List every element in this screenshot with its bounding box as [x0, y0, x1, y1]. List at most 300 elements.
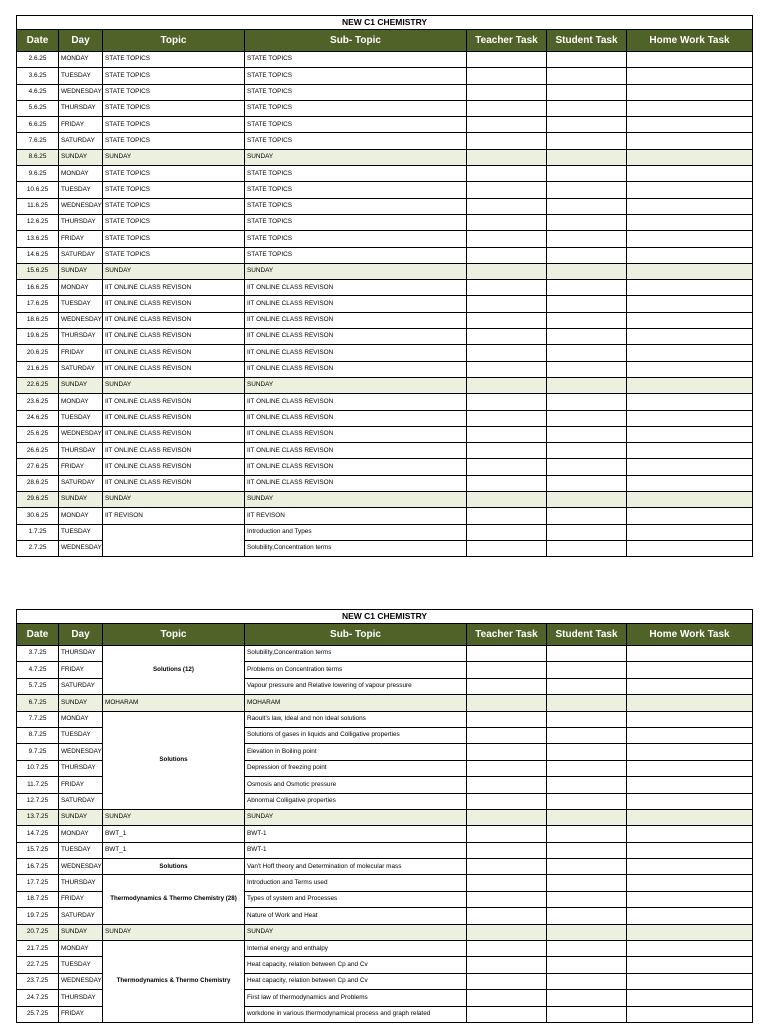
student-task-cell[interactable] — [547, 312, 627, 328]
header-sub-topic: Sub- Topic — [245, 30, 467, 52]
student-task-cell[interactable] — [547, 443, 627, 459]
student-task-cell[interactable] — [547, 891, 627, 907]
student-task-cell[interactable] — [547, 859, 627, 875]
teacher-task-cell[interactable] — [467, 492, 547, 508]
date-cell: 4.7.25 — [17, 662, 59, 678]
teacher-task-cell[interactable] — [467, 540, 547, 556]
table-row — [17, 231, 753, 247]
topic-cell: IIT ONLINE CLASS REVISON — [103, 443, 245, 459]
student-task-cell[interactable] — [547, 826, 627, 842]
student-task-cell[interactable] — [547, 540, 627, 556]
student-task-cell[interactable] — [547, 744, 627, 760]
student-task-cell[interactable] — [547, 475, 627, 491]
day-cell: SUNDAY — [59, 149, 103, 165]
sub-topic-cell: SUNDAY — [245, 263, 467, 279]
homework-task-cell[interactable] — [627, 859, 753, 875]
topic-cell — [103, 524, 245, 557]
date-cell: 27.6.25 — [17, 459, 59, 475]
homework-task-cell[interactable] — [627, 662, 753, 678]
teacher-task-cell[interactable] — [467, 68, 547, 84]
homework-task-cell[interactable] — [627, 312, 753, 328]
date-cell: 20.6.25 — [17, 345, 59, 361]
student-task-cell[interactable] — [547, 263, 627, 279]
sub-topic-cell: STATE TOPICS — [245, 231, 467, 247]
student-task-cell[interactable] — [547, 508, 627, 524]
date-cell: 20.7.25 — [17, 924, 59, 940]
teacher-task-cell[interactable] — [467, 280, 547, 296]
student-task-cell[interactable] — [547, 100, 627, 116]
topic-cell: STATE TOPICS — [103, 100, 245, 116]
homework-task-cell[interactable] — [627, 924, 753, 940]
sub-topic-cell: Heat capacity, relation between Cp and Cv — [245, 957, 467, 973]
table-row — [17, 924, 753, 940]
student-task-cell[interactable] — [547, 760, 627, 776]
date-cell: 25.7.25 — [17, 1006, 59, 1022]
homework-task-cell[interactable] — [627, 182, 753, 198]
homework-task-cell[interactable] — [627, 973, 753, 989]
homework-task-cell[interactable] — [627, 793, 753, 809]
student-task-cell[interactable] — [547, 524, 627, 540]
topic-cell: IIT ONLINE CLASS REVISON — [103, 410, 245, 426]
sub-topic-cell: Heat capacity, relation between Cp and Cv — [245, 973, 467, 989]
day-cell: SATURDAY — [59, 908, 103, 924]
student-task-cell[interactable] — [547, 68, 627, 84]
teacher-task-cell[interactable] — [467, 312, 547, 328]
student-task-cell[interactable] — [547, 247, 627, 263]
table-row — [17, 345, 753, 361]
teacher-task-cell[interactable] — [467, 695, 547, 711]
date-cell: 14.7.25 — [17, 826, 59, 842]
teacher-task-cell[interactable] — [467, 475, 547, 491]
header-topic: Topic — [103, 30, 245, 52]
homework-task-cell[interactable] — [627, 941, 753, 957]
teacher-task-cell[interactable] — [467, 52, 547, 68]
homework-task-cell[interactable] — [627, 84, 753, 100]
topic-cell: STATE TOPICS — [103, 198, 245, 214]
homework-task-cell[interactable] — [627, 678, 753, 694]
topic-cell: STATE TOPICS — [103, 133, 245, 149]
teacher-task-cell[interactable] — [467, 760, 547, 776]
teacher-task-cell[interactable] — [467, 859, 547, 875]
homework-task-cell[interactable] — [627, 760, 753, 776]
teacher-task-cell[interactable] — [467, 377, 547, 393]
student-task-cell[interactable] — [547, 296, 627, 312]
sub-topic-cell: Problems on Concentration terms — [245, 662, 467, 678]
teacher-task-cell[interactable] — [467, 361, 547, 377]
day-cell: SUNDAY — [59, 695, 103, 711]
day-cell: THURSDAY — [59, 990, 103, 1006]
day-cell: SUNDAY — [59, 377, 103, 393]
sub-topic-cell: STATE TOPICS — [245, 214, 467, 230]
header-date: Date — [17, 30, 59, 52]
teacher-task-cell[interactable] — [467, 941, 547, 957]
schedule-sheet-2 — [16, 609, 752, 1023]
homework-task-cell[interactable] — [627, 329, 753, 345]
date-cell: 16.6.25 — [17, 280, 59, 296]
topic-cell: IIT ONLINE CLASS REVISON — [103, 345, 245, 361]
table-row — [17, 410, 753, 426]
homework-task-cell[interactable] — [627, 263, 753, 279]
student-task-cell[interactable] — [547, 646, 627, 662]
homework-task-cell[interactable] — [627, 247, 753, 263]
day-cell: SATURDAY — [59, 793, 103, 809]
homework-task-cell[interactable] — [627, 361, 753, 377]
day-cell: SATURDAY — [59, 133, 103, 149]
day-cell: SATURDAY — [59, 247, 103, 263]
sub-topic-cell: Solutions of gases in liquids and Colligative properties — [245, 727, 467, 743]
homework-task-cell[interactable] — [627, 198, 753, 214]
teacher-task-cell[interactable] — [467, 345, 547, 361]
topic-cell: SUNDAY — [103, 263, 245, 279]
student-task-cell[interactable] — [547, 426, 627, 442]
day-cell: THURSDAY — [59, 100, 103, 116]
teacher-task-cell[interactable] — [467, 826, 547, 842]
teacher-task-cell[interactable] — [467, 443, 547, 459]
day-cell: TUESDAY — [59, 410, 103, 426]
teacher-task-cell[interactable] — [467, 777, 547, 793]
homework-task-cell[interactable] — [627, 149, 753, 165]
date-cell: 5.6.25 — [17, 100, 59, 116]
date-cell: 12.6.25 — [17, 214, 59, 230]
homework-task-cell[interactable] — [627, 459, 753, 475]
day-cell: MONDAY — [59, 394, 103, 410]
homework-task-cell[interactable] — [627, 711, 753, 727]
teacher-task-cell[interactable] — [467, 875, 547, 891]
sub-topic-cell: Abnormal Colligative properties — [245, 793, 467, 809]
teacher-task-cell[interactable] — [467, 1006, 547, 1022]
date-cell: 23.6.25 — [17, 394, 59, 410]
date-cell: 11.7.25 — [17, 777, 59, 793]
teacher-task-cell[interactable] — [467, 459, 547, 475]
student-task-cell[interactable] — [547, 149, 627, 165]
homework-task-cell[interactable] — [627, 809, 753, 825]
table-row — [17, 117, 753, 133]
student-task-cell[interactable] — [547, 973, 627, 989]
day-cell: MONDAY — [59, 52, 103, 68]
teacher-task-cell[interactable] — [467, 329, 547, 345]
teacher-task-cell[interactable] — [467, 247, 547, 263]
day-cell: FRIDAY — [59, 662, 103, 678]
table-row — [17, 84, 753, 100]
teacher-task-cell[interactable] — [467, 214, 547, 230]
sub-topic-cell: STATE TOPICS — [245, 182, 467, 198]
student-task-cell[interactable] — [547, 1006, 627, 1022]
student-task-cell[interactable] — [547, 198, 627, 214]
topic-cell: STATE TOPICS — [103, 231, 245, 247]
sub-topic-cell: IIT ONLINE CLASS REVISON — [245, 443, 467, 459]
day-cell: MONDAY — [59, 941, 103, 957]
teacher-task-cell[interactable] — [467, 84, 547, 100]
day-cell: FRIDAY — [59, 117, 103, 133]
homework-task-cell[interactable] — [627, 117, 753, 133]
day-cell: FRIDAY — [59, 891, 103, 907]
homework-task-cell[interactable] — [627, 695, 753, 711]
homework-task-cell[interactable] — [627, 1006, 753, 1022]
homework-task-cell[interactable] — [627, 777, 753, 793]
student-task-cell[interactable] — [547, 117, 627, 133]
teacher-task-cell[interactable] — [467, 809, 547, 825]
schedule-table-2 — [16, 609, 753, 1023]
sub-topic-cell: Osmosis and Osmotic pressure — [245, 777, 467, 793]
day-cell: SATURDAY — [59, 475, 103, 491]
day-cell: SUNDAY — [59, 924, 103, 940]
table-row — [17, 280, 753, 296]
table-row — [17, 941, 753, 957]
schedule-table-1 — [16, 15, 753, 557]
homework-task-cell[interactable] — [627, 166, 753, 182]
homework-task-cell[interactable] — [627, 394, 753, 410]
sub-topic-cell: STATE TOPICS — [245, 247, 467, 263]
homework-task-cell[interactable] — [627, 377, 753, 393]
sub-topic-cell: Introduction and Types — [245, 524, 467, 540]
teacher-task-cell[interactable] — [467, 727, 547, 743]
sub-topic-cell: IIT ONLINE CLASS REVISON — [245, 410, 467, 426]
date-cell: 2.7.25 — [17, 540, 59, 556]
homework-task-cell[interactable] — [627, 891, 753, 907]
topic-merged-cell: Solutions (12) — [103, 646, 245, 695]
table-row — [17, 312, 753, 328]
topic-cell: STATE TOPICS — [103, 84, 245, 100]
table-row — [17, 711, 753, 727]
teacher-task-cell[interactable] — [467, 426, 547, 442]
teacher-task-cell[interactable] — [467, 891, 547, 907]
homework-task-cell[interactable] — [627, 744, 753, 760]
student-task-cell[interactable] — [547, 662, 627, 678]
student-task-cell[interactable] — [547, 990, 627, 1006]
header-date: Date — [17, 624, 59, 646]
homework-task-cell[interactable] — [627, 826, 753, 842]
teacher-task-cell[interactable] — [467, 744, 547, 760]
student-task-cell[interactable] — [547, 793, 627, 809]
homework-task-cell[interactable] — [627, 52, 753, 68]
date-cell: 11.6.25 — [17, 198, 59, 214]
teacher-task-cell[interactable] — [467, 524, 547, 540]
homework-task-cell[interactable] — [627, 842, 753, 858]
sub-topic-cell: Depression of freezing point — [245, 760, 467, 776]
topic-cell: IIT ONLINE CLASS REVISON — [103, 280, 245, 296]
homework-task-cell[interactable] — [627, 410, 753, 426]
topic-cell: IIT ONLINE CLASS REVISON — [103, 296, 245, 312]
student-task-cell[interactable] — [547, 231, 627, 247]
student-task-cell[interactable] — [547, 459, 627, 475]
student-task-cell[interactable] — [547, 166, 627, 182]
student-task-cell[interactable] — [547, 182, 627, 198]
homework-task-cell[interactable] — [627, 508, 753, 524]
topic-merged-cell: Solutions — [103, 859, 245, 875]
student-task-cell[interactable] — [547, 361, 627, 377]
student-task-cell[interactable] — [547, 492, 627, 508]
sub-topic-cell: STATE TOPICS — [245, 166, 467, 182]
day-cell: WEDNESDAY — [59, 859, 103, 875]
homework-task-cell[interactable] — [627, 443, 753, 459]
student-task-cell[interactable] — [547, 214, 627, 230]
homework-task-cell[interactable] — [627, 727, 753, 743]
teacher-task-cell[interactable] — [467, 117, 547, 133]
day-cell: WEDNESDAY — [59, 744, 103, 760]
topic-cell: IIT REVISON — [103, 508, 245, 524]
homework-task-cell[interactable] — [627, 296, 753, 312]
homework-task-cell[interactable] — [627, 100, 753, 116]
student-task-cell[interactable] — [547, 52, 627, 68]
student-task-cell[interactable] — [547, 875, 627, 891]
homework-task-cell[interactable] — [627, 345, 753, 361]
homework-task-cell[interactable] — [627, 875, 753, 891]
teacher-task-cell[interactable] — [467, 990, 547, 1006]
day-cell: WEDNESDAY — [59, 426, 103, 442]
student-task-cell[interactable] — [547, 727, 627, 743]
topic-cell: STATE TOPICS — [103, 182, 245, 198]
table-row — [17, 149, 753, 165]
table-row — [17, 52, 753, 68]
student-task-cell[interactable] — [547, 133, 627, 149]
date-cell: 26.6.25 — [17, 443, 59, 459]
day-cell: WEDNESDAY — [59, 540, 103, 556]
teacher-task-cell[interactable] — [467, 198, 547, 214]
day-cell: MONDAY — [59, 166, 103, 182]
teacher-task-cell[interactable] — [467, 957, 547, 973]
teacher-task-cell[interactable] — [467, 711, 547, 727]
homework-task-cell[interactable] — [627, 540, 753, 556]
homework-task-cell[interactable] — [627, 231, 753, 247]
teacher-task-cell[interactable] — [467, 793, 547, 809]
topic-merged-cell: Thermodynamics & Thermo Chemistry (28) — [103, 875, 245, 924]
day-cell: SATURDAY — [59, 361, 103, 377]
teacher-task-cell[interactable] — [467, 133, 547, 149]
table-row — [17, 809, 753, 825]
day-cell: WEDNESDAY — [59, 198, 103, 214]
teacher-task-cell[interactable] — [467, 646, 547, 662]
day-cell: FRIDAY — [59, 459, 103, 475]
homework-task-cell[interactable] — [627, 990, 753, 1006]
teacher-task-cell[interactable] — [467, 410, 547, 426]
teacher-task-cell[interactable] — [467, 842, 547, 858]
day-cell: MONDAY — [59, 280, 103, 296]
student-task-cell[interactable] — [547, 908, 627, 924]
date-cell: 24.7.25 — [17, 990, 59, 1006]
homework-task-cell[interactable] — [627, 475, 753, 491]
table-row — [17, 68, 753, 84]
homework-task-cell[interactable] — [627, 524, 753, 540]
topic-cell: SUNDAY — [103, 149, 245, 165]
student-task-cell[interactable] — [547, 809, 627, 825]
homework-task-cell[interactable] — [627, 957, 753, 973]
sub-topic-cell: IIT ONLINE CLASS REVISON — [245, 296, 467, 312]
student-task-cell[interactable] — [547, 329, 627, 345]
homework-task-cell[interactable] — [627, 214, 753, 230]
date-cell: 23.7.25 — [17, 973, 59, 989]
table-row — [17, 361, 753, 377]
day-cell: FRIDAY — [59, 777, 103, 793]
sub-topic-cell: Raoult's law, Ideal and non Ideal solutions — [245, 711, 467, 727]
homework-task-cell[interactable] — [627, 280, 753, 296]
table-row — [17, 100, 753, 116]
day-cell: WEDNESDAY — [59, 312, 103, 328]
topic-cell: SUNDAY — [103, 492, 245, 508]
table-row — [17, 394, 753, 410]
date-cell: 22.7.25 — [17, 957, 59, 973]
student-task-cell[interactable] — [547, 678, 627, 694]
table-row — [17, 296, 753, 312]
date-cell: 15.7.25 — [17, 842, 59, 858]
student-task-cell[interactable] — [547, 941, 627, 957]
homework-task-cell[interactable] — [627, 426, 753, 442]
teacher-task-cell[interactable] — [467, 263, 547, 279]
homework-task-cell[interactable] — [627, 133, 753, 149]
table-row — [17, 426, 753, 442]
student-task-cell[interactable] — [547, 84, 627, 100]
date-cell: 4.6.25 — [17, 84, 59, 100]
sub-topic-cell: workdone in various thermodynamical process and graph related — [245, 1006, 467, 1022]
table-row — [17, 475, 753, 491]
teacher-task-cell[interactable] — [467, 100, 547, 116]
sub-topic-cell: Van't Hoff theory and Determination of molecular mass — [245, 859, 467, 875]
homework-task-cell[interactable] — [627, 492, 753, 508]
teacher-task-cell[interactable] — [467, 296, 547, 312]
date-cell: 18.6.25 — [17, 312, 59, 328]
student-task-cell[interactable] — [547, 377, 627, 393]
table-row — [17, 247, 753, 263]
date-cell: 15.6.25 — [17, 263, 59, 279]
topic-cell: STATE TOPICS — [103, 214, 245, 230]
day-cell: TUESDAY — [59, 182, 103, 198]
homework-task-cell[interactable] — [627, 68, 753, 84]
student-task-cell[interactable] — [547, 957, 627, 973]
teacher-task-cell[interactable] — [467, 508, 547, 524]
topic-cell: STATE TOPICS — [103, 166, 245, 182]
teacher-task-cell[interactable] — [467, 394, 547, 410]
day-cell: SUNDAY — [59, 263, 103, 279]
teacher-task-cell[interactable] — [467, 908, 547, 924]
date-cell: 21.7.25 — [17, 941, 59, 957]
topic-merged-cell: Thermodynamics & Thermo Chemistry — [103, 941, 245, 1023]
teacher-task-cell[interactable] — [467, 924, 547, 940]
day-cell: WEDNESDAY — [59, 84, 103, 100]
student-task-cell[interactable] — [547, 842, 627, 858]
day-cell: MONDAY — [59, 711, 103, 727]
student-task-cell[interactable] — [547, 394, 627, 410]
teacher-task-cell[interactable] — [467, 182, 547, 198]
student-task-cell[interactable] — [547, 924, 627, 940]
date-cell: 3.7.25 — [17, 646, 59, 662]
table-row — [17, 826, 753, 842]
sub-topic-cell: STATE TOPICS — [245, 52, 467, 68]
student-task-cell[interactable] — [547, 410, 627, 426]
teacher-task-cell[interactable] — [467, 973, 547, 989]
table-row — [17, 329, 753, 345]
student-task-cell[interactable] — [547, 711, 627, 727]
topic-cell: IIT ONLINE CLASS REVISON — [103, 329, 245, 345]
day-cell: FRIDAY — [59, 345, 103, 361]
date-cell: 12.7.25 — [17, 793, 59, 809]
table-row — [17, 508, 753, 524]
teacher-task-cell[interactable] — [467, 231, 547, 247]
teacher-task-cell[interactable] — [467, 149, 547, 165]
student-task-cell[interactable] — [547, 695, 627, 711]
student-task-cell[interactable] — [547, 777, 627, 793]
sub-topic-cell: SUNDAY — [245, 924, 467, 940]
student-task-cell[interactable] — [547, 345, 627, 361]
teacher-task-cell[interactable] — [467, 166, 547, 182]
homework-task-cell[interactable] — [627, 908, 753, 924]
date-cell: 10.7.25 — [17, 760, 59, 776]
teacher-task-cell[interactable] — [467, 662, 547, 678]
table-row — [17, 842, 753, 858]
teacher-task-cell[interactable] — [467, 678, 547, 694]
student-task-cell[interactable] — [547, 280, 627, 296]
date-cell: 16.7.25 — [17, 859, 59, 875]
homework-task-cell[interactable] — [627, 646, 753, 662]
date-cell: 24.6.25 — [17, 410, 59, 426]
